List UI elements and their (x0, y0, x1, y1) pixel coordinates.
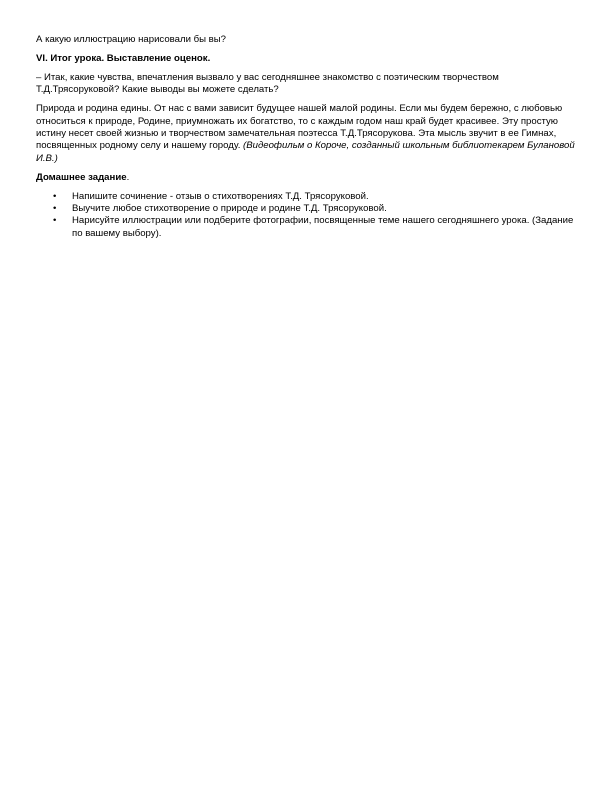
homework-item-text: Выучите любое стихотворение о природе и родине Т.Д. Трясоруковой. (72, 202, 387, 214)
question-line: А какую иллюстрацию нарисовали бы вы? (36, 34, 226, 45)
homework-heading-line (36, 172, 576, 184)
teacher-question: – Итак, какие чувства, впечатления вызвало у вас сегодняшнее знакомство с поэтическим творчеством Т.Д.Трясоруковой? Какие выводы вы можете сделать? (36, 71, 499, 96)
bullet-icon: • (53, 215, 57, 227)
conclusion-text: Природа и родина едины. От нас с вами зависит будущее нашей малой родины. Если мы будем бережно, с любовью относиться к природе, Родине, приумножать их богатство, то с каждым годом наш край будет красивее. Эту простую истину несет своей жизнью и творчеством замечательная поэтесса Т.Д.Трясорукова. Эта мысль звучит в ее Гимнах, посвященных родному селу и нашему городу. (36, 103, 563, 152)
bullet-icon: • (53, 190, 57, 202)
homework-item-text: Нарисуйте иллюстрации или подберите фотографии, посвященные теме нашего сегодняшнего урока. (Задание по вашему выбору). (72, 215, 574, 239)
document-page (36, 34, 576, 240)
bullet-icon: • (53, 202, 57, 214)
list-item (36, 215, 576, 240)
homework-item-text: Напишите сочинение - отзыв о стихотворениях Т.Д. Трясоруковой. (72, 190, 369, 202)
list-item (36, 191, 576, 203)
homework-heading-suffix: . (126, 171, 130, 183)
homework-heading: Домашнее задание (36, 171, 127, 183)
conclusion-paragraph (36, 103, 576, 165)
homework-list (36, 191, 576, 241)
section-heading: VI. Итог урока. Выставление оценок. (36, 52, 211, 64)
list-item (36, 203, 576, 215)
conclusion-note: (Видеофильм о Короче, созданный школьным библиотекарем Булановой И.В.) (36, 140, 575, 164)
